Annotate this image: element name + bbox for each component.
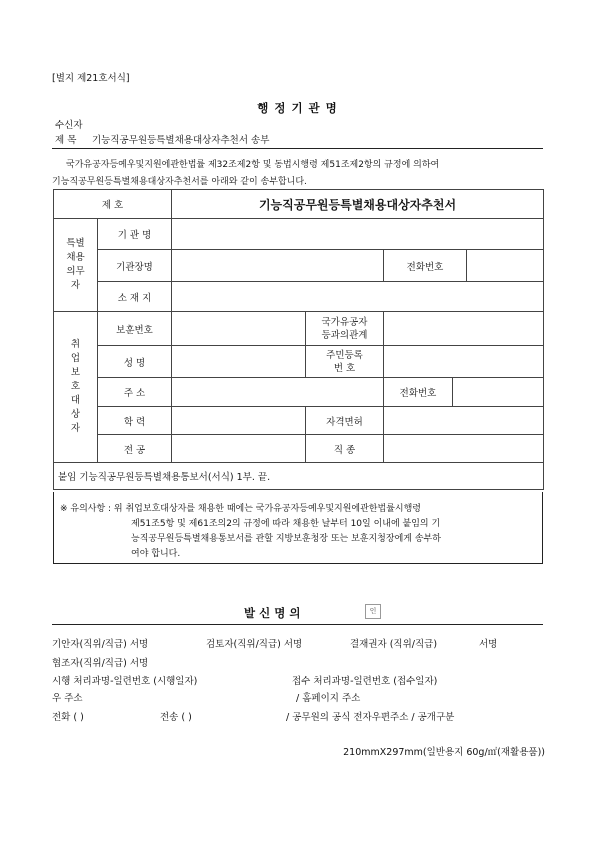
- phone-number: 전화 ( ): [52, 712, 84, 723]
- agency-head-label: 기관장명: [98, 250, 172, 282]
- recipient-label: 수신자: [55, 120, 83, 131]
- notice-line-3: 능직공무원등특별채용통보서를 관할 지방보훈청장 또는 보훈지청장에게 송부하: [131, 534, 441, 544]
- reviewer: 검토자(직위/직급) 서명: [206, 639, 303, 650]
- intro-line-1: 국가유공자등예우및지원에관한법률 제32조제2항 및 동법시행령 제51조제2항의 규정에 의하여: [66, 160, 440, 170]
- receipt-info: 접수 처리과명-일련번호 (접수일자): [292, 676, 438, 687]
- address-field[interactable]: [172, 378, 384, 407]
- agency-head-field[interactable]: [172, 250, 384, 282]
- job-type-label: 직 종: [306, 435, 384, 463]
- seal-stamp: 인: [365, 604, 381, 619]
- homepage-address: / 홈페이지 주소: [296, 693, 361, 704]
- form-label: [별지 제21호서식]: [52, 73, 130, 84]
- resident-number-field[interactable]: [384, 346, 544, 378]
- approver: 결재권자 (직위/직급): [350, 639, 438, 650]
- section-employer-label: 특별 채용 의무 자: [54, 219, 98, 312]
- cooperator: 협조자(직위/직급) 서명: [52, 658, 149, 669]
- section-protected-label: 취 업 보 호 대 상 자: [54, 312, 98, 463]
- attachment-note: 붙임 기능직공무원등특별채용통보서(서식) 1부. 끝.: [54, 463, 544, 490]
- employer-phone-field[interactable]: [467, 250, 544, 281]
- location-label: 소 재 지: [98, 282, 172, 312]
- subject-text: 기능직공무원등특별채용대상자추천서 송부: [92, 135, 270, 146]
- subject-label: 제 목: [55, 135, 77, 146]
- recommendation-table: [53, 189, 544, 490]
- education-label: 학 력: [98, 407, 172, 435]
- relation-field[interactable]: [384, 312, 544, 346]
- sender-rule: [52, 624, 543, 625]
- person-phone-field[interactable]: [453, 378, 544, 406]
- notice-line-1: ※ 유의사항 : 위 취업보호대상자를 채용한 때에는 국가유공자등예우및지원에관한법률시행령: [60, 504, 421, 514]
- drafter: 기안자(직위/직급) 서명: [52, 639, 149, 650]
- location-field[interactable]: [172, 282, 544, 312]
- person-name-field[interactable]: [172, 346, 306, 378]
- license-field[interactable]: [384, 407, 544, 435]
- notice-line-2: 제51조5항 및 제61조의2의 규정에 따라 채용한 날부터 10일 이내에 붙임의 기: [131, 519, 441, 529]
- fax-number: 전송 ( ): [160, 712, 192, 723]
- veteran-number-field[interactable]: [172, 312, 306, 346]
- enforcement-info: 시행 처리과명-일련번호 (시행일자): [52, 676, 198, 687]
- address-label: 주 소: [98, 378, 172, 407]
- paper-size-note: 210mmX297mm(일반용지 60g/㎡(재활용품)): [343, 747, 545, 758]
- sender-name: 발 신 명 의: [244, 606, 301, 620]
- notice-line-4: 여야 합니다.: [131, 549, 181, 559]
- job-type-field[interactable]: [384, 435, 544, 463]
- number-label: 제 호: [54, 190, 172, 219]
- intro-line-2: 기능직공무원등특별채용대상자추천서를 아래와 같이 송부합니다.: [52, 177, 307, 187]
- veteran-number-label: 보훈번호: [98, 312, 172, 346]
- resident-number-label: 주민등록 번 호: [306, 346, 384, 378]
- approver-sign: 서명: [479, 639, 498, 650]
- form-title: 기능직공무원등특별채용대상자추천서: [172, 190, 544, 219]
- license-label: 자격면허: [306, 407, 384, 435]
- subject-rule: [52, 148, 543, 149]
- agency-name: 행 정 기 관 명: [257, 101, 338, 115]
- person-name-label: 성 명: [98, 346, 172, 378]
- education-field[interactable]: [172, 407, 306, 435]
- official-email: / 공무원의 공식 전자우편주소 / 공개구분: [286, 712, 455, 723]
- major-label: 전 공: [98, 435, 172, 463]
- employer-phone-label: 전화번호: [384, 250, 467, 281]
- agency-name-field[interactable]: [172, 219, 544, 250]
- person-phone-label: 전화번호: [384, 378, 453, 406]
- major-field[interactable]: [172, 435, 306, 463]
- postal-address: 우 주소: [52, 693, 83, 704]
- agency-name-label: 기 관 명: [98, 219, 172, 250]
- relation-label: 국가유공자 등과의관계: [306, 312, 384, 346]
